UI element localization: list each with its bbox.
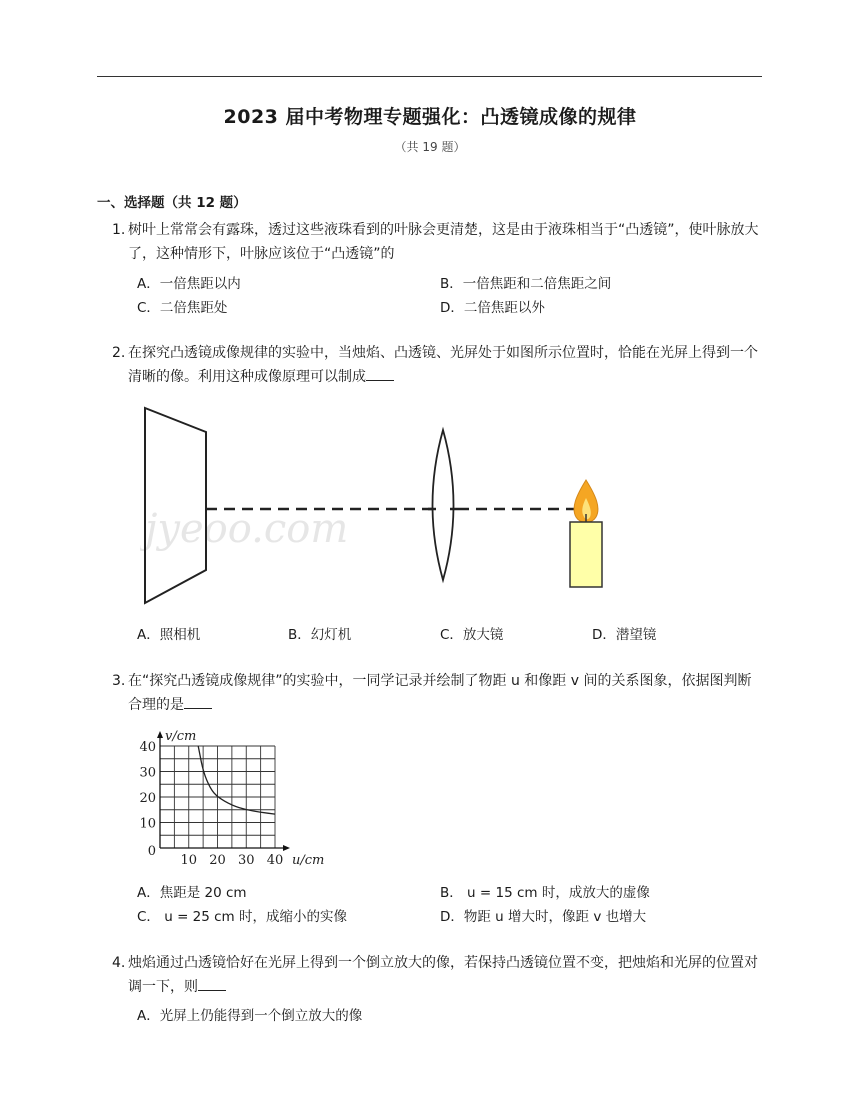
question-number: 3. <box>112 673 126 689</box>
option-a[interactable]: A．光屏上仍能得到一个倒立放大的像 <box>137 1008 363 1024</box>
y-tick-label: 0 <box>147 844 156 859</box>
y-tick-label: 10 <box>139 816 156 832</box>
experiment-figure <box>140 400 620 610</box>
option-d[interactable]: D．物距 u 增大时，像距 v 也增大 <box>440 909 647 925</box>
x-axis-arrow <box>283 845 290 851</box>
question-number: 4. <box>112 955 126 971</box>
option-c[interactable]: C． u = 25 cm 时，成缩小的实像 <box>137 909 348 925</box>
option-a[interactable]: A．一倍焦距以内 <box>137 276 241 292</box>
uv-chart <box>130 728 340 868</box>
question-number: 2. <box>112 345 126 361</box>
question-count: （共 19 题） <box>394 140 466 154</box>
option-a[interactable]: A．焦距是 20 cm <box>137 885 247 901</box>
figure-watermark: jyeoo.com <box>145 506 349 552</box>
question-stem: 树叶上常常会有露珠，透过这些液珠看到的叶脉会更清楚，这是由于液珠相当于“凸透镜”，使叶脉放大了，这种情形下，叶脉应该位于“凸透镜”的 <box>128 222 759 262</box>
convex-lens <box>433 430 454 580</box>
x-tick-label: 10 <box>180 853 198 868</box>
page-title: 2023 届中考物理专题强化：凸透镜成像的规律 <box>223 106 637 128</box>
question-3 <box>112 669 762 717</box>
option-c[interactable]: C．放大镜 <box>440 627 504 643</box>
x-axis-label: u/cm <box>292 853 325 868</box>
option-d[interactable]: D．二倍焦距以外 <box>440 300 545 316</box>
answer-blank <box>198 976 226 991</box>
question-number: 1. <box>112 222 126 238</box>
x-tick-label: 20 <box>209 853 226 868</box>
option-d[interactable]: D．潜望镜 <box>592 627 657 643</box>
y-tick-label: 20 <box>139 791 156 806</box>
option-b[interactable]: B．一倍焦距和二倍焦距之间 <box>440 276 612 292</box>
question-4 <box>112 951 762 999</box>
y-tick-label: 40 <box>139 740 156 755</box>
candle-body <box>570 522 602 587</box>
y-tick-label: 30 <box>139 765 156 781</box>
x-tick-label: 30 <box>237 853 255 868</box>
question-stem: 烛焰通过凸透镜恰好在光屏上得到一个倒立放大的像，若保持凸透镜位置不变，把烛焰和光屏的位置对调一下，则 <box>128 955 758 995</box>
question-2 <box>112 341 762 389</box>
option-c[interactable]: C．二倍焦距处 <box>137 300 228 316</box>
y-axis-arrow <box>157 731 163 738</box>
option-b[interactable]: B．幻灯机 <box>288 627 352 643</box>
answer-blank <box>366 366 394 381</box>
x-tick-label: 40 <box>266 853 284 868</box>
candle <box>570 480 602 587</box>
option-b[interactable]: B． u = 15 cm 时，成放大的虚像 <box>440 885 650 901</box>
question-stem: 在探究凸透镜成像规律的实验中，当烛焰、凸透镜、光屏处于如图所示位置时，恰能在光屏上得到一个清晰的像。利用这种成像原理可以制成 <box>128 345 758 385</box>
header-rule <box>97 76 762 77</box>
option-a[interactable]: A．照相机 <box>137 627 201 643</box>
answer-blank <box>184 694 212 709</box>
series-line-0 <box>198 746 275 814</box>
y-axis-label: v/cm <box>165 729 197 744</box>
question-stem: 在“探究凸透镜成像规律”的实验中，一同学记录并绘制了物距 u 和像距 v 间的关系图象，依据图判断合理的是 <box>128 673 752 713</box>
question-1 <box>112 218 762 266</box>
section-heading: 一、选择题（共 12 题） <box>97 195 247 211</box>
